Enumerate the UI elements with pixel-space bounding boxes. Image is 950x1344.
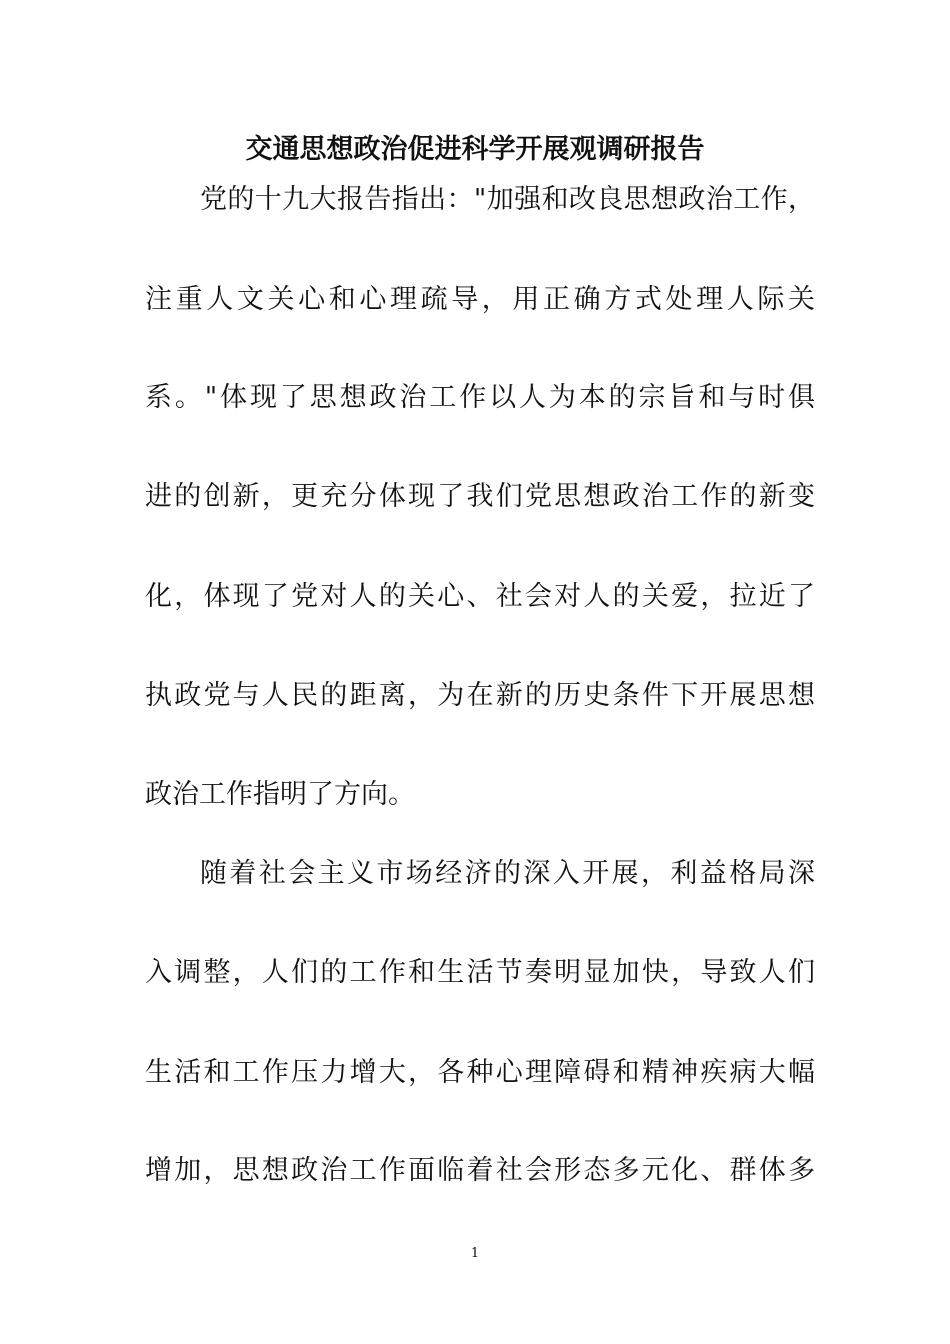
paragraph-2-line-3: 生活和工作压力增大，各种心理障碍和精神疾病大幅: [145, 1057, 815, 1088]
paragraph-1-line-2: 注重人文关心和心理疏导，用正确方式处理人际关: [145, 284, 815, 315]
paragraph-1-line-4: 进的创新，更充分体现了我们党思想政治工作的新变: [145, 481, 815, 512]
paragraph-2-line-1: 随着社会主义市场经济的深入开展，利益格局深: [200, 858, 815, 889]
paragraph-1-line-5: 化，体现了党对人的关心、社会对人的关爱，拉近了: [145, 581, 815, 612]
paragraph-1-line-7: 政治工作指明了方向。: [145, 779, 415, 810]
document-title: 交通思想政治促进科学开展观调研报告: [245, 134, 705, 165]
page-number: 1: [470, 1246, 480, 1261]
paragraph-2-line-2: 入调整，人们的工作和生活节奏明显加快，导致人们: [145, 957, 815, 988]
paragraph-2-line-4: 增加，思想政治工作面临着社会形态多元化、群体多: [145, 1155, 815, 1186]
paragraph-1-line-3: 系。"体现了思想政治工作以人为本的宗旨和与时俱: [145, 382, 815, 413]
paragraph-1-line-6: 执政党与人民的距离，为在新的历史条件下开展思想: [145, 680, 815, 711]
paragraph-1-line-1: 党的十九大报告指出："加强和改良思想政治工作，: [200, 184, 815, 215]
